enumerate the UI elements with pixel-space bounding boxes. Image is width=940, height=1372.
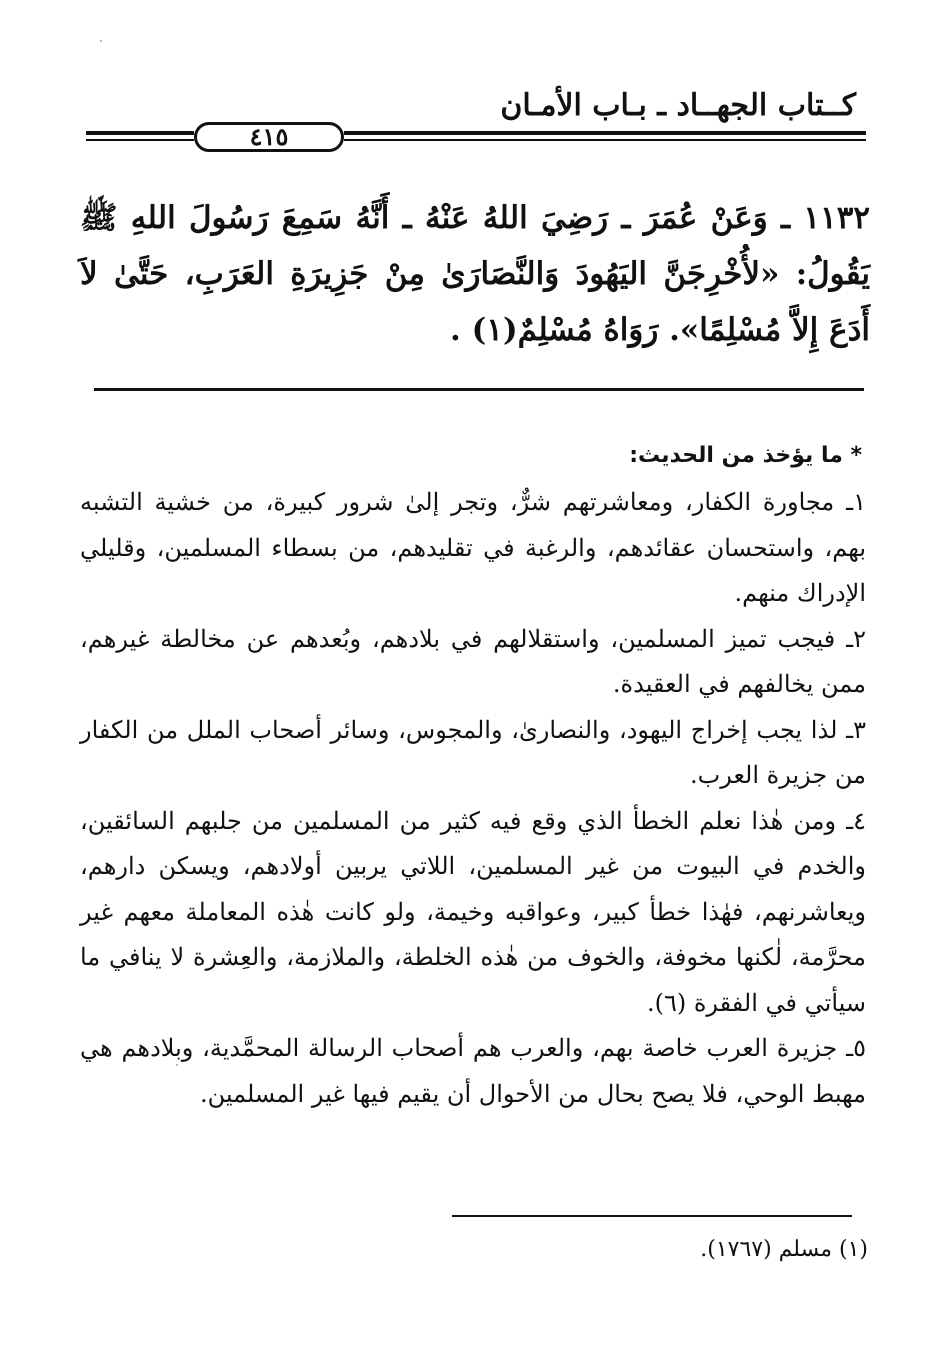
page-number: ٤١٥: [194, 122, 344, 152]
list-item: [80, 480, 866, 617]
item-text: لذا يجب إخراج اليهود، والنصارىٰ، والمجوس، وسائر أصحاب الملل من الكفار من جزيرة العرب.: [80, 715, 866, 789]
benefits-heading: * ما يؤخذ من الحديث:: [629, 443, 862, 468]
header-rule-right-thin: [344, 139, 866, 141]
item-number: ٤ـ: [846, 806, 866, 835]
item-number: ٢ـ: [846, 624, 866, 653]
list-item: [80, 708, 866, 799]
running-head-title: كــتاب الجهــاد ـ بـاب الأمـان: [500, 88, 856, 123]
item-text: فيجب تميز المسلمين، واستقلالهم في بلادهم، وبُعدهم عن مخالطة غيرهم، ممن يخالفهم في العقيدة.: [80, 624, 866, 698]
hadith-number: ١١٣٢ ـ: [781, 200, 871, 236]
item-text: جزيرة العرب خاصة بهم، والعرب هم أصحاب الرسالة المحمَّدية، وبلادهم هي مهبط الوحي، فلا يصح بحال من الأحوال أن يقيم فيها غير المسلمين.: [80, 1034, 866, 1108]
list-item: [80, 799, 866, 1027]
benefits-list: [80, 480, 866, 1117]
item-number: ٥ـ: [846, 1034, 866, 1062]
footnote: (١) مسلم (١٧٦٧).: [700, 1237, 868, 1262]
section-divider: [94, 388, 864, 391]
footnote-rule: [452, 1215, 852, 1217]
item-number: ٣ـ: [846, 715, 866, 744]
header-rule: [86, 122, 866, 154]
scan-speck: [100, 40, 102, 42]
list-item: [80, 617, 866, 708]
header-rule-right: [344, 131, 866, 135]
hadith-block: [80, 190, 870, 358]
hadith-text: وَعَنْ عُمَرَ ـ رَضِيَ اللهُ عَنْهُ ـ أَنَّهُ سَمِعَ رَسُولَ اللهِ ﷺ يَقُولُ: «لأُخْرِجَنَّ اليَهُودَ وَالنَّصَارَىٰ مِنْ جَزِيرَةِ العَرَبِ، حَتَّىٰ لاَ أَدَعَ إِلاَّ مُسْلِمًا». رَوَاهُ مُسْلِمٌ(١) .: [80, 200, 870, 348]
item-text: ومن هٰذا نعلم الخطأ الذي وقع فيه كثير من المسلمين من جلبهم السائقين، والخدم في البيوت من غير المسلمين، اللاتي يربين أولادهم، ويسكن دارهم، ويعاشرنهم، فهٰذا خطأ كبير، وعواقبه وخيمة، ولو كانت هٰذه المعاملة معهم غير محرَّمة، لٰكنها مخوفة، والخوف من هٰذه الخلطة، والملازمة، والعِشرة لا ينافي ما سيأتي في الفقرة (٦).: [80, 806, 867, 1017]
scan-speck: [176, 1064, 178, 1066]
item-text: مجاورة الكفار، ومعاشرتهم شرٌّ، وتجر إلىٰ شرور كبيرة، من خشية التشبه بهم، واستحسان عقائدهم، والرغبة في تقليدهم، من بسطاء المسلمين، وقليلي الإدراك منهم.: [80, 488, 866, 607]
item-number: ١ـ: [846, 488, 866, 516]
header-rule-left-thin: [86, 139, 194, 141]
header-rule-left: [86, 131, 194, 135]
list-item: [80, 1026, 866, 1117]
